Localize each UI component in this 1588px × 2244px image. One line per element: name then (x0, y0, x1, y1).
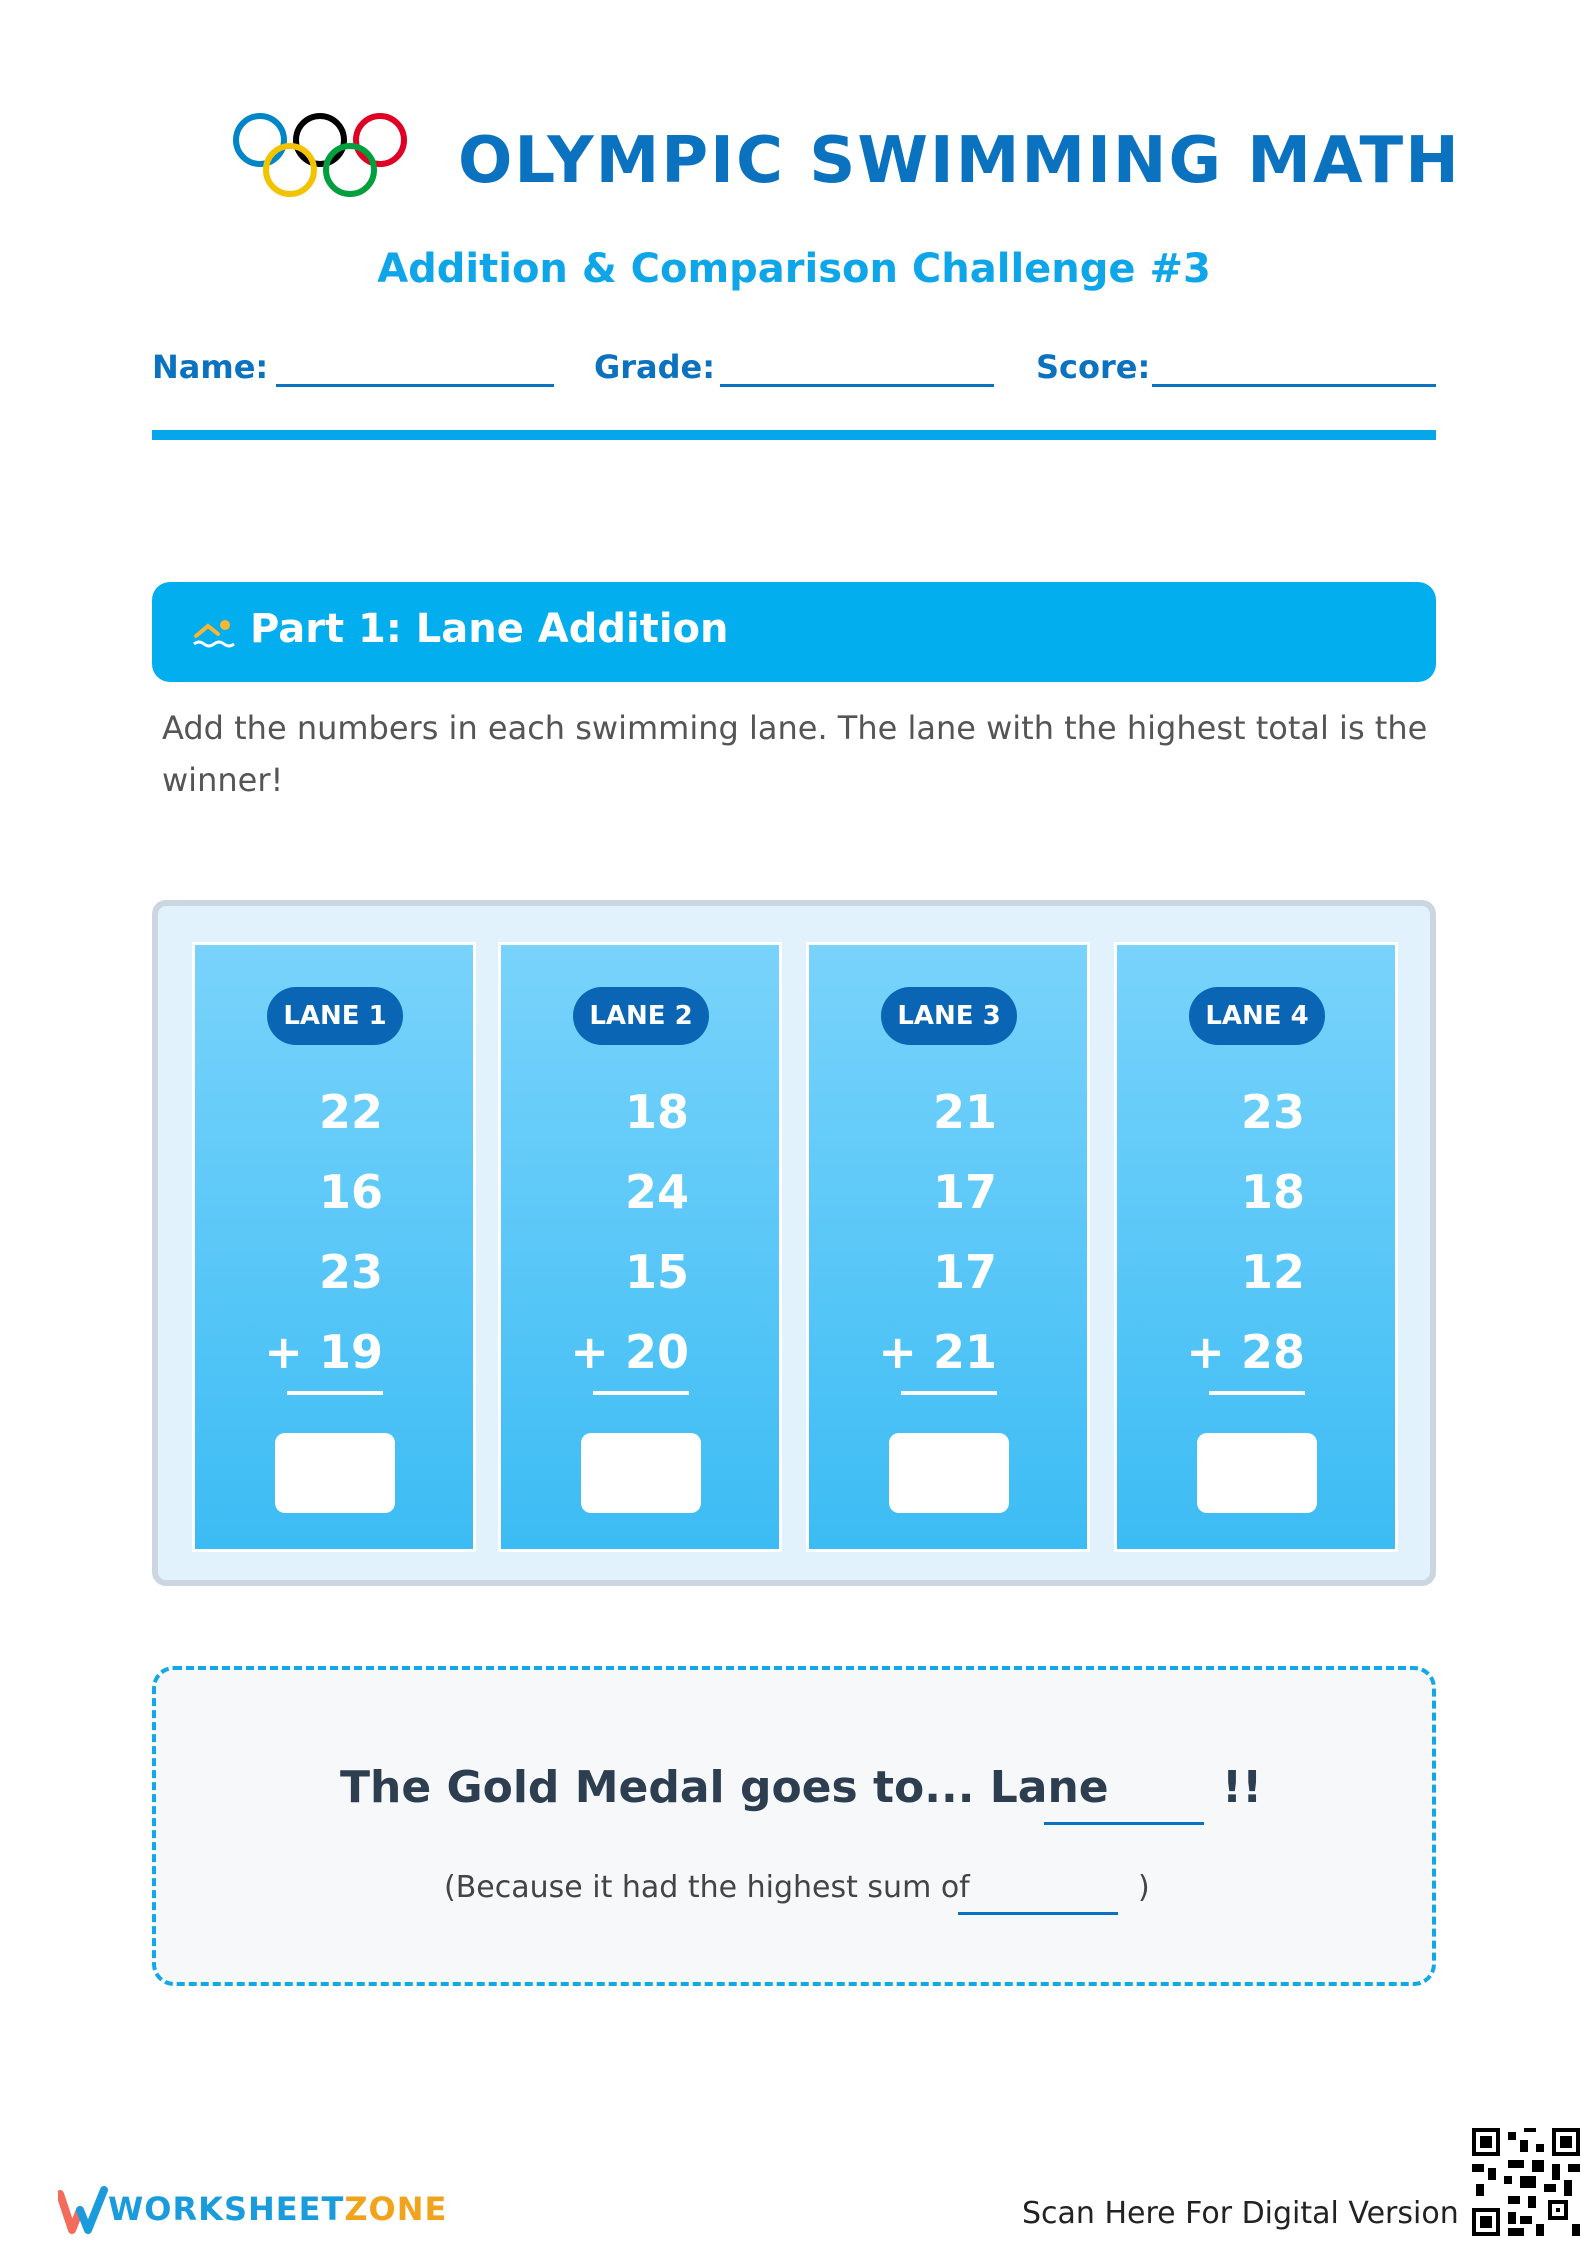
page-subtitle: Addition & Comparison Challenge #3 (377, 246, 1211, 292)
lane-label: LANE 3 (881, 987, 1017, 1045)
medal-exclaim: !! (1222, 1762, 1263, 1813)
header-divider (152, 430, 1436, 440)
addend: 18 (624, 1085, 689, 1139)
addend: 18 (1240, 1165, 1305, 1219)
score-field[interactable] (1152, 384, 1436, 387)
because-text: (Because it had the highest sum of (444, 1870, 970, 1905)
because-close: ) (1138, 1870, 1150, 1905)
qr-code-icon[interactable] (1472, 2128, 1580, 2236)
sum-line (901, 1391, 997, 1395)
score-label: Score: (1036, 348, 1151, 386)
lane-4 (1114, 942, 1398, 1552)
lane-3 (806, 942, 1090, 1552)
answer-box[interactable] (1197, 1433, 1317, 1513)
grade-field[interactable] (720, 384, 994, 387)
addend: + 20 (570, 1325, 689, 1379)
page-title: OLYMPIC SWIMMING MATH (458, 124, 1461, 198)
sum-line (593, 1391, 689, 1395)
answer-box[interactable] (581, 1433, 701, 1513)
swimmer-icon (192, 616, 236, 652)
addend: 15 (624, 1245, 689, 1299)
lane-1 (192, 942, 476, 1552)
addend: 22 (318, 1085, 383, 1139)
addend: 21 (932, 1085, 997, 1139)
addend: 17 (932, 1245, 997, 1299)
brand-part1: WORKSHEET (108, 2190, 345, 2228)
addend: 16 (318, 1165, 383, 1219)
part1-banner (152, 582, 1436, 682)
olympic-rings-logo (232, 112, 410, 202)
worksheetzone-logo-icon (58, 2186, 108, 2234)
lane-label: LANE 1 (267, 987, 403, 1045)
highest-sum-field[interactable] (958, 1912, 1118, 1915)
name-label: Name: (152, 348, 269, 386)
lane-2 (498, 942, 782, 1552)
scan-text: Scan Here For Digital Version (1022, 2196, 1459, 2231)
part1-title: Part 1: Lane Addition (250, 606, 729, 652)
addend: 17 (932, 1165, 997, 1219)
swimming-pool (152, 900, 1436, 1586)
addend: + 28 (1186, 1325, 1305, 1379)
medal-statement: The Gold Medal goes to... Lane (340, 1762, 1109, 1813)
sum-line (1209, 1391, 1305, 1395)
addend: + 19 (264, 1325, 383, 1379)
brand-part2: ZONE (344, 2190, 448, 2228)
answer-box[interactable] (889, 1433, 1009, 1513)
addend: 23 (1240, 1085, 1305, 1139)
sum-line (287, 1391, 383, 1395)
lane-label: LANE 2 (573, 987, 709, 1045)
answer-box[interactable] (275, 1433, 395, 1513)
brand-name (108, 2190, 447, 2228)
instructions: Add the numbers in each swimming lane. The lane with the highest total is the winner! (162, 709, 1428, 799)
addend: + 21 (878, 1325, 997, 1379)
lane-label: LANE 4 (1189, 987, 1325, 1045)
winning-lane-field[interactable] (1044, 1822, 1204, 1825)
addend: 12 (1240, 1245, 1305, 1299)
grade-label: Grade: (594, 348, 716, 386)
gold-medal-box (152, 1666, 1436, 1986)
name-field[interactable] (276, 384, 554, 387)
addend: 23 (318, 1245, 383, 1299)
addend: 24 (624, 1165, 689, 1219)
